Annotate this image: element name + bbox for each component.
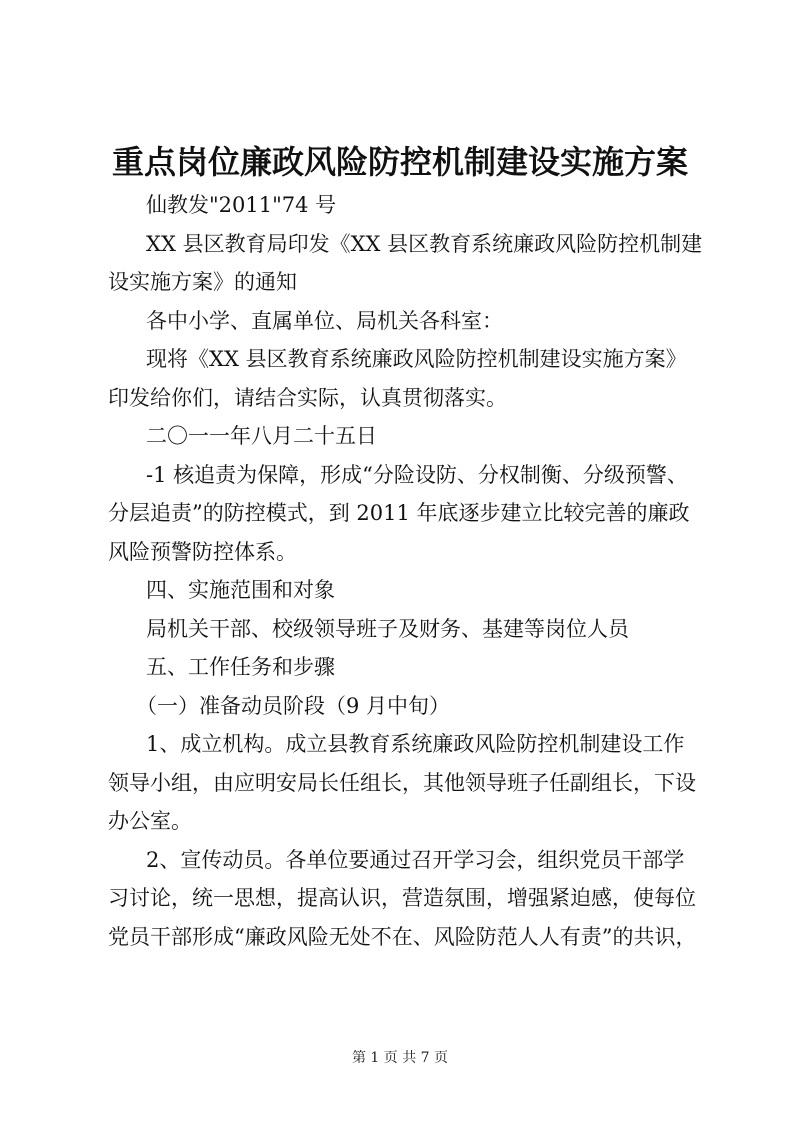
- subsection-heading: （一）准备动员阶段（9 月中旬）: [136, 693, 451, 718]
- paragraph-line: 办公室。: [108, 809, 192, 833]
- paragraph-line: 1、成立机构。成立县教育系统廉政风险防控机制建设工作: [146, 732, 685, 756]
- document-title: 重点岗位廉政风险防控机制建设实施方案: [111, 143, 688, 181]
- paragraph-line: 党员干部形成“廉政风险无处不在、风险防范人人有责”的共识，: [108, 924, 697, 949]
- paragraph-line: 习讨论，统一思想，提高认识，营造氛围，增强紧迫感，使每位: [108, 886, 696, 910]
- paragraph-line: 2、宣传动员。各单位要通过召开学习会，组织党员干部学: [146, 847, 685, 872]
- paragraph-line: 风险预警防控体系。: [108, 539, 297, 564]
- paragraph-line: 分层追责”的防控模式，到 2011 年底逐步建立比较完善的廉政: [108, 501, 690, 525]
- section-heading: 五、工作任务和步骤: [146, 655, 335, 679]
- paragraph-line: 印发给你们，请结合实际，认真贯彻落实。: [108, 385, 507, 410]
- doc-number-line: 仙教发"2011"74 号: [146, 193, 337, 217]
- paragraph-line: 现将《XX 县区教育系统廉政风险防控机制建设实施方案》: [146, 347, 687, 371]
- paragraph-line: 各中小学、直属单位、局机关各科室：: [146, 308, 503, 333]
- date-line: 二〇一一年八月二十五日: [146, 424, 377, 448]
- paragraph-line: -1 核追责为保障，形成“分险设防、分权制衡、分级预警、: [146, 462, 688, 487]
- paragraph-line: 局机关干部、校级领导班子及财务、基建等岗位人员: [146, 616, 629, 641]
- page-footer: 第 1 页 共 7 页: [351, 1050, 449, 1066]
- document-body: [108, 186, 708, 956]
- paragraph-line: XX 县区教育局印发《XX 县区教育系统廉政风险防控机制建: [146, 231, 703, 256]
- section-heading: 四、实施范围和对象: [146, 578, 335, 602]
- paragraph-line: 领导小组，由应明安局长任组长，其他领导班子任副组长，下设: [108, 770, 696, 795]
- paragraph-line: 设实施方案》的通知: [108, 270, 297, 294]
